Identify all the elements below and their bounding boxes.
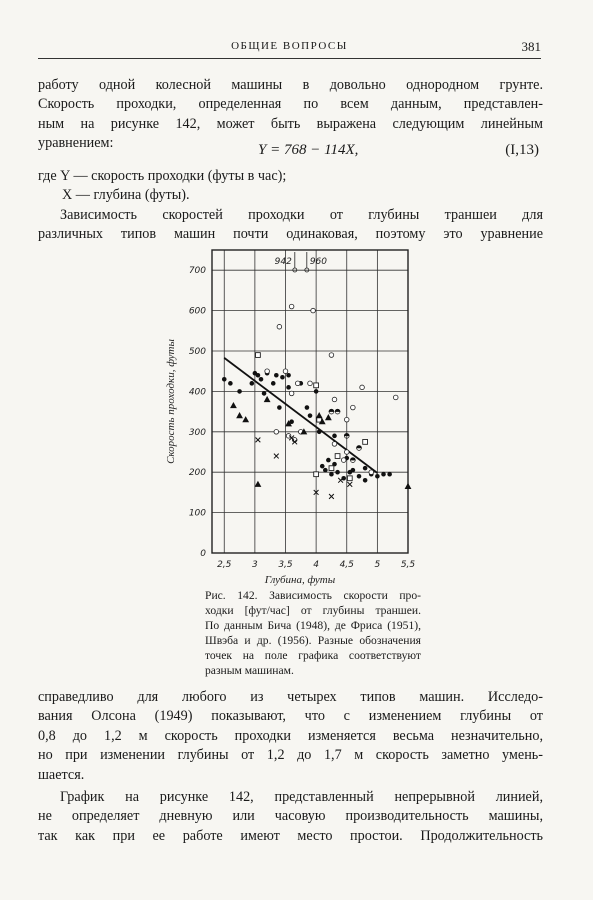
data-point-circle [289, 391, 294, 396]
data-point-dot [256, 373, 261, 378]
data-point-dot [250, 381, 255, 386]
y-tick-label: 600 [188, 306, 206, 317]
text-line: шается. [38, 766, 85, 783]
data-point-circle [351, 405, 356, 410]
caption-line: По данным Бича (1948), де Фриса (1951), [205, 619, 421, 632]
y-tick-label: 400 [188, 387, 206, 398]
equation-formula: Y = 768 − 114X, [258, 142, 359, 158]
data-point-dot [329, 472, 334, 477]
caption-line: разным машинам. [205, 664, 294, 677]
equation [38, 142, 543, 164]
data-point-square [256, 353, 261, 358]
data-point-dot [271, 381, 276, 386]
data-point-circle [393, 395, 398, 400]
data-point-dot [317, 430, 322, 435]
data-point-circle [274, 430, 279, 435]
variable-definitions [38, 167, 543, 205]
y-tick-label: 200 [188, 468, 206, 479]
data-point-dot [381, 472, 386, 477]
data-point-dot [308, 413, 313, 418]
outlier-label: 942 [274, 257, 292, 267]
data-point-dot [323, 468, 328, 473]
data-point-dot [277, 405, 282, 410]
data-point-dot [375, 474, 380, 479]
data-point-dot [326, 458, 331, 463]
data-point-circle [311, 308, 316, 313]
data-point-dot [286, 373, 291, 378]
data-point-cross [347, 482, 352, 487]
data-point-square [363, 440, 368, 445]
x-tick-label: 4,5 [339, 560, 354, 570]
page-number: 381 [521, 39, 541, 54]
definition-line: X — глубина (футы). [62, 187, 190, 203]
figure-142-scatter-chart [150, 245, 420, 590]
data-point-dot [228, 381, 233, 386]
data-point-circle [283, 369, 288, 374]
y-tick-label: 100 [188, 508, 206, 519]
data-point-triangle [316, 412, 323, 418]
data-point-cross [329, 494, 334, 499]
caption-line: Рис. 142. Зависимость скорости про- [205, 589, 421, 602]
x-tick-label: 2,5 [217, 560, 232, 570]
definition-line: где Y — скорость проходки (футы в час); [38, 168, 287, 184]
y-tick-label: 0 [200, 549, 206, 559]
data-point-square [314, 472, 319, 477]
data-point-circle [341, 458, 346, 463]
data-point-circle [308, 381, 313, 386]
data-point-square [347, 476, 352, 481]
data-point-circle [277, 324, 282, 329]
data-point-triangle [236, 412, 243, 418]
data-point-square [329, 466, 334, 471]
text-line: так как при ее работе имеют место простои. Продолжительность [38, 827, 543, 844]
data-point-dot [237, 389, 242, 394]
data-point-cross [256, 437, 261, 442]
data-point-dot [351, 468, 356, 473]
x-tick-label: 3 [252, 560, 258, 570]
caption-line: точек на поле графика соответствуют [205, 649, 421, 662]
text-line: ным на рисунке 142, может быть выражена следующим линейным [38, 115, 543, 132]
figure-caption [205, 588, 421, 678]
x-tick-label: 4 [313, 560, 319, 570]
data-point-circle [332, 397, 337, 402]
data-point-dot [305, 405, 310, 410]
y-tick-label: 700 [188, 266, 206, 277]
text-line: работу одной колесной машины в довольно однородном грунте. [38, 77, 543, 93]
x-axis-label: Глубина, футы [264, 574, 336, 586]
text-line: Зависимость скоростей проходки от глубины траншеи для [60, 207, 543, 223]
text-line: но при изменении глубины от 1,2 до 1,7 м скорость заметно умень- [38, 747, 543, 764]
data-point-cross [274, 454, 279, 459]
data-point-circle [289, 304, 294, 309]
equation-number: (I,13) [505, 142, 539, 158]
data-point-dot [332, 434, 337, 439]
data-point-dot [280, 375, 285, 380]
text-line: вания Олсона (1949) показывают, что с изменением глубины от [38, 708, 543, 725]
running-header [38, 38, 541, 59]
data-point-circle [369, 470, 374, 475]
text-line: 0,8 до 1,2 м скорость проходки изменяется весьма незначительно, [38, 727, 543, 744]
paragraph-4 [38, 788, 543, 846]
data-point-triangle [242, 416, 249, 422]
data-point-triangle [325, 414, 332, 420]
data-point-circle [344, 450, 349, 455]
x-tick-label: 5,5 [400, 560, 416, 570]
caption-line: ходки [фут/час] от глубины траншеи. [205, 604, 421, 617]
data-point-square [335, 454, 340, 459]
data-point-triangle [255, 481, 262, 487]
text-line: Скорость проходки, определенная по всем данным, представлен- [38, 96, 543, 113]
data-point-circle [360, 385, 365, 390]
data-point-circle [295, 381, 300, 386]
text-line: График на рисунке 142, представленный непрерывной линией, [60, 789, 543, 805]
text-line: уравнением: [38, 135, 114, 152]
text-line: различных типов машин почти одинаковая, поэтому это уравнение [38, 226, 543, 243]
data-point-dot [320, 464, 325, 469]
text-line: не определяет дневную или часовую производительность машины, [38, 808, 543, 825]
data-point-circle [265, 369, 270, 374]
data-point-triangle [264, 396, 271, 402]
y-axis-label: Скорость проходки, футы [165, 339, 177, 464]
plot-frame [212, 250, 408, 553]
x-tick-label: 3,5 [278, 560, 293, 570]
y-tick-label: 300 [188, 427, 206, 438]
x-tick-label: 5 [374, 560, 381, 570]
data-point-dot [387, 472, 392, 477]
data-point-circle [332, 442, 337, 447]
data-point-triangle [405, 483, 412, 489]
data-point-dot [286, 385, 291, 390]
paragraph-3 [38, 688, 543, 785]
data-point-dot [259, 377, 264, 382]
running-title: ОБЩИЕ ВОПРОСЫ [231, 40, 348, 52]
data-point-dot [357, 474, 362, 479]
data-point-dot [274, 373, 279, 378]
data-point-circle [329, 353, 334, 358]
caption-line: Швэба и др. (1956). Разные обозначения [205, 634, 421, 647]
data-point-dot [262, 391, 267, 396]
paragraph-2 [38, 206, 543, 245]
data-point-dot [363, 478, 368, 483]
data-point-triangle [230, 402, 237, 408]
data-point-dot [335, 470, 340, 475]
text-line: справедливо для любого из четырех типов машин. Исследо- [38, 689, 543, 705]
data-point-circle [344, 417, 349, 422]
y-tick-label: 500 [188, 347, 206, 357]
data-point-dot [222, 377, 227, 382]
regression-line [224, 358, 377, 473]
outlier-label: 960 [309, 257, 327, 267]
data-point-square [314, 383, 319, 388]
data-point-cross [338, 478, 343, 483]
data-point-dot [363, 466, 368, 471]
data-point-dot [314, 389, 319, 394]
